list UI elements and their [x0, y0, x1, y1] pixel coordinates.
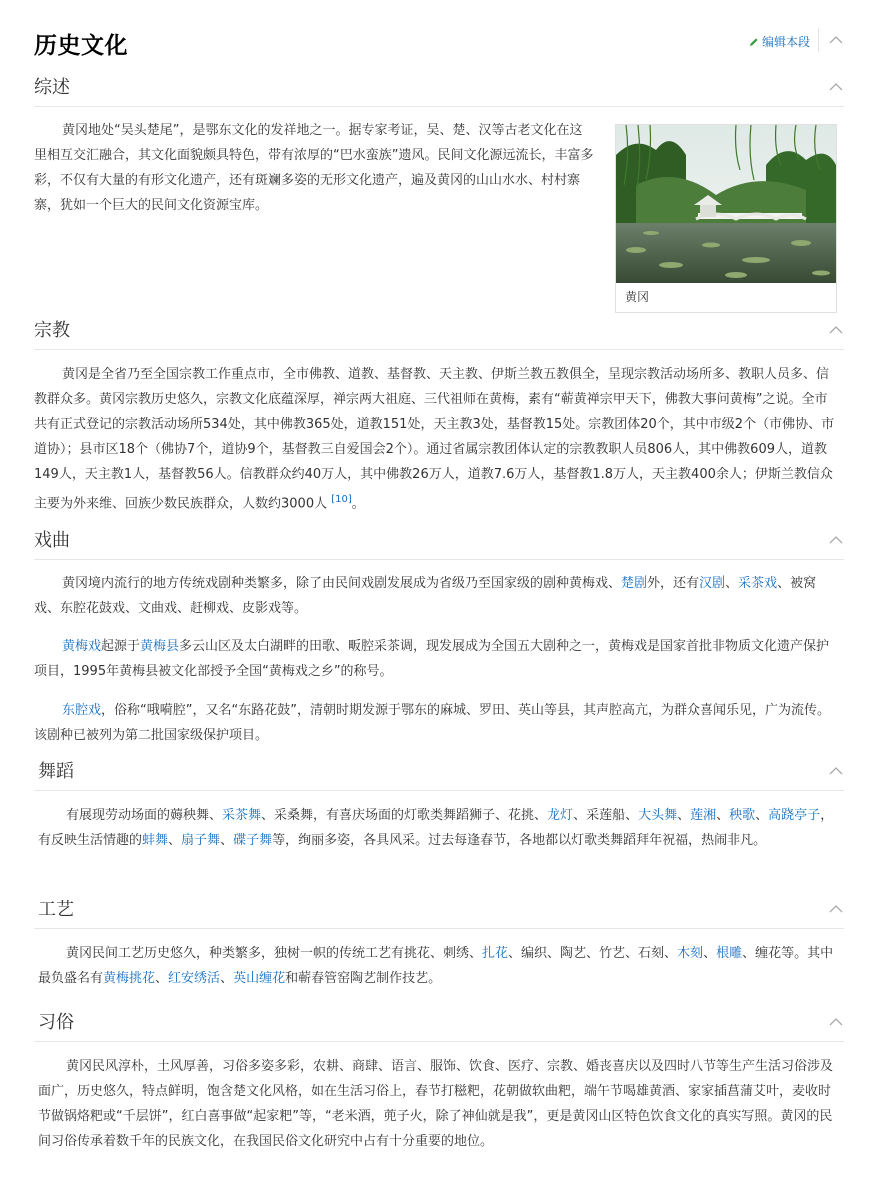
section-title: 戏曲 [34, 530, 70, 551]
image-caption: 黄冈 [625, 290, 650, 304]
custom-paragraph: 黄冈民风淳朴，土风厚善，习俗多姿多彩，农耕、商肆、语言、服饰、饮食、医疗、宗教、婚丧喜庆以及四时八节等生产生活习俗涉及面广，历史悠久，特点鲜明，饱含楚文化风格，如在生活习俗上，春节打糍粑，花朝做软曲粑，端午节喝雄黄酒、家家插菖蒲艾叶，麦收时节做锅烙粑或“千层饼”，红白喜事做“起家粑”等，“老米酒，蔸子火，除了神仙就是我”，更是黄冈山区特色饮食文化的真实写照。黄冈的民间习俗传承着数千年的民族文化，在我国民俗文化研究中占有十分重要的地位。 [38, 1059, 834, 1149]
text: 和蕲春管窑陶艺制作技艺。 [285, 971, 442, 986]
craft-paragraph [38, 941, 840, 991]
huanggang-lake-photo [616, 125, 836, 283]
section-title: 习俗 [38, 1012, 74, 1033]
text: 有展现劳动场面的薅秧舞、 [66, 808, 223, 823]
text: 、采桑舞，有喜庆场面的灯歌类舞蹈狮子、花挑、 [261, 808, 548, 823]
chevron-up-icon[interactable] [828, 1015, 844, 1027]
link-huangmeitiaohua[interactable]: 黄梅挑花 [103, 971, 156, 986]
section-title: 舞蹈 [38, 761, 74, 782]
section-header-overview [34, 70, 844, 107]
text: 黄冈民间工艺历史悠久，种类繁多，独树一帜的传统工艺有挑花、刺绣、 [66, 946, 483, 961]
dance-paragraph [38, 803, 840, 853]
link-caichawu[interactable]: 采茶舞 [222, 808, 262, 823]
link-muke[interactable]: 木刻 [677, 946, 704, 961]
text: 外，还有 [647, 576, 700, 591]
opera-paragraph-1 [34, 571, 840, 621]
text: 、被窝戏、东腔花鼓戏、文曲戏、赶柳戏、皮影戏等。 [34, 576, 817, 616]
link-caichaxi[interactable]: 采茶戏 [738, 576, 778, 591]
section-header-dance [34, 754, 844, 791]
text: 、 [677, 808, 691, 823]
link-huangmeixian[interactable]: 黄梅县 [140, 639, 180, 654]
text: 、缠花等。其中最负盛名有 [38, 946, 834, 986]
text: 、编织、陶艺、竹艺、石刻、 [508, 946, 678, 961]
text: ，俗称“哦嗬腔”，又名“东路花鼓”，清朝时期发源于鄂东的麻城、罗田、英山等县，其声腔高亢，为群众喜闻乐见，广为流传。该剧种已被列为第二批国家级保护项目。 [34, 703, 830, 743]
link-zhahua[interactable]: 扎花 [482, 946, 509, 961]
link-gendiao[interactable]: 根雕 [716, 946, 743, 961]
link-datouwu[interactable]: 大头舞 [638, 808, 678, 823]
text: 、 [220, 833, 234, 848]
page-title: 历史文化 [34, 33, 128, 59]
link-honganxiuhuo[interactable]: 红安绣活 [168, 971, 221, 986]
opera-paragraph-2 [34, 634, 840, 684]
section-header-religion [34, 313, 844, 350]
text: 、 [716, 808, 730, 823]
article-header [34, 0, 844, 70]
section-title: 宗教 [34, 320, 70, 341]
article-page [34, 0, 844, 1149]
text: 、 [703, 946, 717, 961]
link-shanziwu[interactable]: 扇子舞 [181, 833, 221, 848]
text: 、 [755, 808, 769, 823]
text: 、 [220, 971, 234, 986]
text: 黄冈境内流行的地方传统戏剧种类繁多，除了由民间戏剧发展成为省级乃至国家级的剧种黄梅戏、 [62, 576, 622, 591]
overview-paragraph: 黄冈地处“吴头楚尾”，是鄂东文化的发祥地之一。据专家考证，吴、楚、汉等古老文化在这里相互交汇融合，其文化面貌颇具特色，带有浓厚的“巴水蛮族”遗风。民间文化源远流长，丰富多彩，不仅有大量的有形文化遗产，还有斑斓多姿的无形文化遗产，遍及黄冈的山山水水、村村寨寨，犹如一个巨大的民间文化资源宝库。 [34, 123, 594, 213]
text: ，有反映生活情趣的 [38, 808, 834, 848]
chevron-up-icon[interactable] [828, 80, 844, 92]
text: 等，绚丽多姿，各具风采。过去每逢春节，各地都以灯歌类舞蹈拜年祝福，热闹非凡。 [272, 833, 767, 848]
section-header-custom [34, 1005, 844, 1042]
section-title: 综述 [34, 77, 70, 98]
link-dongqiangxi[interactable]: 东腔戏 [62, 703, 102, 718]
edit-section-button[interactable] [749, 33, 810, 50]
link-lianxiang[interactable]: 莲湘 [690, 808, 717, 823]
chevron-up-icon[interactable] [828, 533, 844, 545]
text: 多云山区及太白湖畔的田歌、畈腔采茶调，现发展成为全国五大剧种之一，黄梅戏是国家首批非物质文化遗产保护项目，1995年黄梅县被文化部授予全国“黄梅戏之乡”的称号。 [34, 639, 830, 679]
section-header-craft [34, 892, 844, 929]
edit-section-label: 编辑本段 [761, 35, 810, 49]
image-card[interactable] [615, 124, 837, 313]
text: 起源于 [101, 639, 141, 654]
header-divider [818, 28, 819, 52]
text: 、 [155, 971, 169, 986]
chevron-up-icon[interactable] [828, 764, 844, 776]
link-gaoqiaotingzi[interactable]: 高跷亭子 [768, 808, 821, 823]
link-hanju[interactable]: 汉剧 [699, 576, 726, 591]
religion-text: 黄冈是全省乃至全国宗教工作重点市，全市佛教、道教、基督教、天主教、伊斯兰教五教俱全，呈现宗教活动场所多、教职人员多、信教群众多。黄冈宗教历史悠久，宗教文化底蕴深厚，禅宗两大祖庭、三代祖师在黄梅，素有“蕲黄禅宗甲天下，佛教大事问黄梅”之说。全市共有正式登记的宗教活动场所534处，其中佛教365处，道教151处，天主教3处，基督教15处。宗教团体20个，其中市级2个（市佛协、市道协）；县市区18个（佛协7个，道协9个，基督教三自爱国会2个）。通过省属宗教团体认定的宗教教职人员806人，其中佛教609人，道教149人，天主教1人，基督教56人。信教群众约40万人，其中佛教26万人，道教7.6万人，基督教1.8万人，天主教400余人；伊斯兰教信众主要为外来维、回族少数民族群众，人数约3000人 [34, 367, 835, 512]
link-yangge[interactable]: 秧歌 [729, 808, 756, 823]
link-chuju[interactable]: 楚剧 [621, 576, 648, 591]
pencil-icon [749, 37, 759, 47]
citation-link[interactable]: [10] [331, 494, 352, 505]
link-longdeng[interactable]: 龙灯 [547, 808, 574, 823]
religion-text-end: 。 [351, 496, 365, 512]
religion-paragraph [34, 362, 840, 516]
link-huangmeixi[interactable]: 黄梅戏 [62, 639, 102, 654]
chevron-up-icon[interactable] [828, 902, 844, 914]
text: 、 [725, 576, 739, 591]
opera-paragraph-3 [34, 698, 840, 748]
chevron-up-icon[interactable] [828, 323, 844, 335]
link-yingshanchanhua[interactable]: 英山缠花 [233, 971, 286, 986]
text: 、 [168, 833, 182, 848]
link-bangwu[interactable]: 蚌舞 [142, 833, 169, 848]
link-diezijwu[interactable]: 碟子舞 [233, 833, 273, 848]
section-header-opera [34, 523, 844, 560]
chevron-up-icon[interactable] [828, 33, 844, 45]
section-title: 工艺 [38, 899, 74, 920]
text: 、采莲船、 [573, 808, 639, 823]
